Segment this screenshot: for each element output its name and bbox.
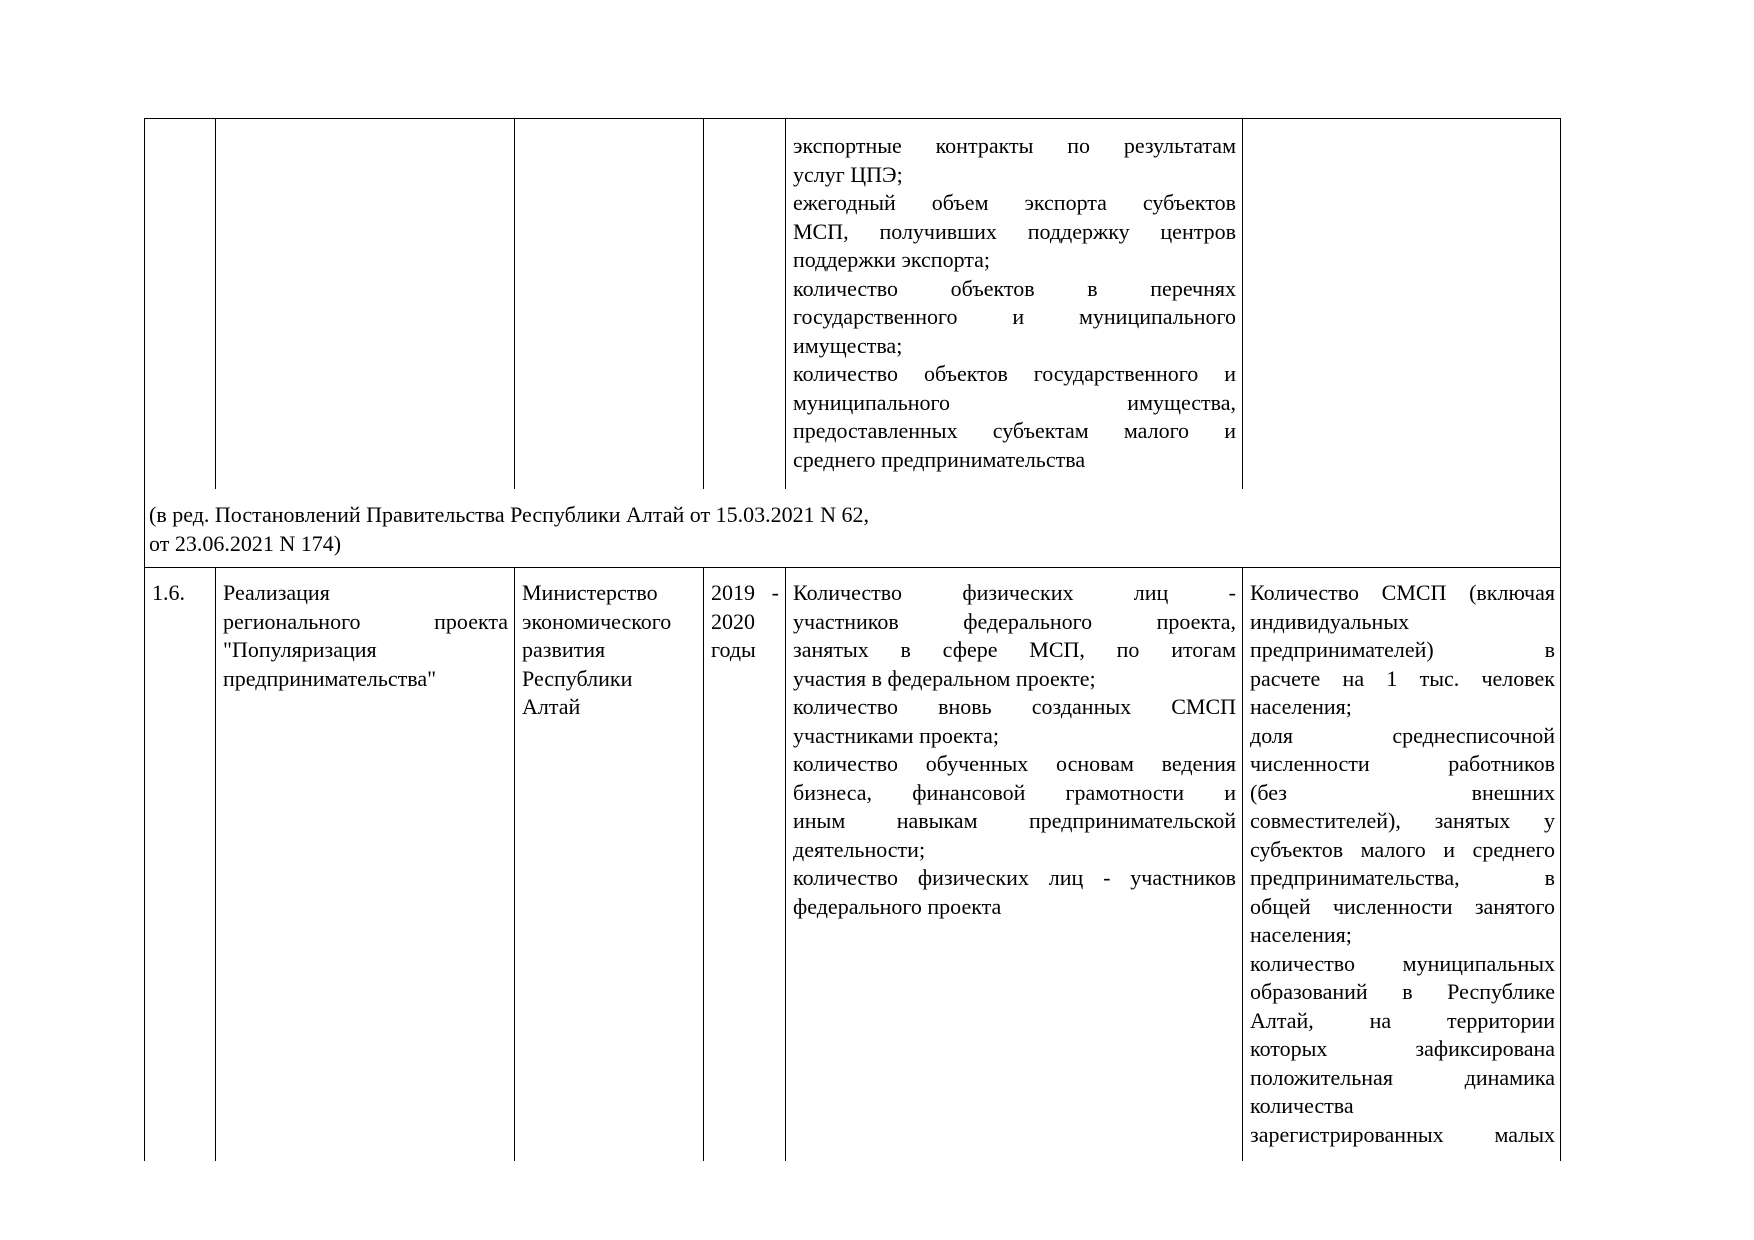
- text-line: Алтай, на территории: [1250, 1007, 1555, 1033]
- text-line: (без внешних: [1250, 779, 1555, 805]
- col-divider: [514, 118, 515, 489]
- text-line: деятельности;: [793, 836, 926, 862]
- text-line: 2020: [711, 608, 755, 634]
- text-line: услуг ЦПЭ;: [793, 161, 903, 187]
- text-line: Министерство: [522, 580, 658, 605]
- text-line: МСП, получивших поддержку центров: [793, 218, 1236, 244]
- text-line: федерального проекта: [793, 893, 1002, 919]
- text-line: количество вновь созданных СМСП: [793, 694, 1236, 719]
- text-line: Реализация: [223, 580, 330, 605]
- text-line: населения;: [1250, 694, 1352, 719]
- row-number: [145, 570, 215, 608]
- text-line: количество муниципальных: [1250, 950, 1555, 976]
- text-line: Количество физических лиц -: [793, 580, 1236, 605]
- text-line: "Популяризация: [223, 637, 377, 662]
- text-line: расчете на 1 тыс. человек: [1250, 665, 1555, 691]
- text-line: численности работников: [1250, 751, 1555, 776]
- text-line: общей численности занятого: [1250, 893, 1555, 919]
- text-line: которых зафиксирована: [1250, 1036, 1555, 1061]
- col-divider: [215, 118, 216, 489]
- text-line: количество объектов государственного и: [793, 361, 1236, 386]
- text-line: предоставленных субъектам малого и: [793, 418, 1236, 443]
- text-line: муниципального имущества,: [793, 389, 1236, 415]
- text-line: Количество СМСП (включая: [1250, 580, 1555, 605]
- text-line: участниками проекта;: [793, 722, 1000, 748]
- amendment-note-line: от 23.06.2021 N 174): [149, 531, 342, 556]
- text-line: поддержки экспорта;: [793, 247, 991, 272]
- text-line: количество обученных основам ведения: [793, 751, 1236, 776]
- text-line: развития: [522, 637, 606, 662]
- col-divider: [1242, 118, 1243, 489]
- text-line: регионального проекта: [223, 608, 508, 634]
- text-line: Алтай: [522, 694, 581, 719]
- text-line: Республики: [522, 665, 633, 691]
- text-line: положительная динамика: [1250, 1064, 1555, 1090]
- amendment-note-line: (в ред. Постановлений Правительства Республики Алтай от 15.03.2021 N 62,: [149, 502, 869, 527]
- row-number-text: 1.6.: [152, 580, 185, 605]
- text-line: занятых в сфере МСП, по итогам: [793, 637, 1236, 662]
- text-line: предпринимательства": [223, 665, 437, 691]
- text-line: зарегистрированных малых: [1250, 1121, 1555, 1147]
- text-line: количество объектов в перечнях: [793, 275, 1236, 301]
- text-line: экономического: [522, 608, 672, 634]
- text-line: совместителей), занятых у: [1250, 808, 1555, 833]
- col-divider: [703, 118, 704, 489]
- period: [704, 570, 785, 665]
- text-line: участников федерального проекта,: [793, 608, 1236, 634]
- text-line: ежегодный объем экспорта субъектов: [793, 190, 1236, 215]
- text-line: индивидуальных: [1250, 608, 1410, 634]
- event-name: [216, 570, 514, 693]
- text-line: субъектов малого и среднего: [1250, 836, 1555, 862]
- text-line: бизнеса, финансовой грамотности и: [793, 779, 1236, 805]
- text-line: образований в Республике: [1250, 979, 1555, 1004]
- text-line: экспортные контракты по результатам: [793, 133, 1236, 158]
- text-line: населения;: [1250, 922, 1352, 947]
- text-line: доля среднесписочной: [1250, 722, 1555, 748]
- text-line: количество физических лиц - участников: [793, 865, 1236, 890]
- executor: [515, 570, 703, 722]
- text-line: предпринимателей) в: [1250, 637, 1555, 662]
- text-line: имущества;: [793, 332, 903, 358]
- text-line: количества: [1250, 1093, 1354, 1118]
- amendment-note: [149, 500, 869, 558]
- text-line: участия в федеральном проекте;: [793, 665, 1096, 691]
- text-line: государственного и муниципального: [793, 304, 1236, 329]
- text-line: годы: [711, 637, 756, 662]
- row-divider: [144, 567, 1561, 568]
- text-line: иным навыкам предпринимательской: [793, 808, 1236, 833]
- text-line: среднего предпринимательства: [793, 446, 1086, 472]
- text-line: 2019 -: [711, 580, 779, 605]
- target-indicators: [1243, 570, 1561, 1149]
- text-line: предпринимательства, в: [1250, 865, 1555, 890]
- top-row-indicators: [786, 123, 1242, 474]
- expected-results: [786, 570, 1242, 921]
